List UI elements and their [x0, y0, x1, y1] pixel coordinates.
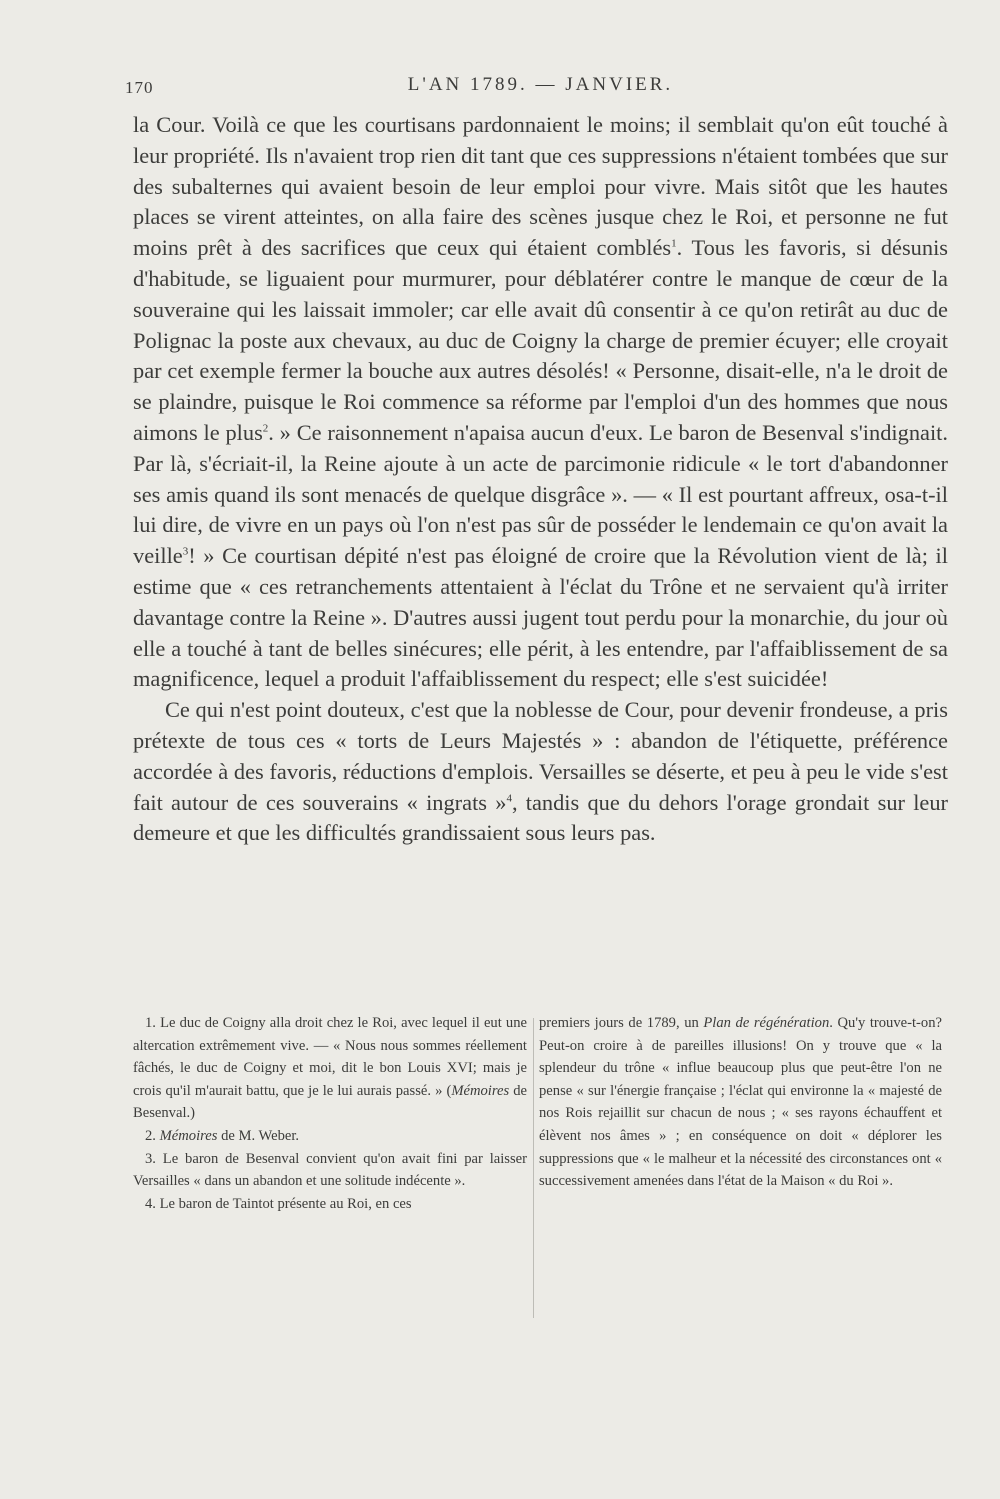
text-run: de Besenval.): [133, 1082, 527, 1122]
text-run: 1. Le duc de Coigny alla droit chez le Roi, avec lequel il eut une altercation extrêmement vive. — « Nous nous sommes réellement fâchés, le duc de Coigny et moi, dit le bon Louis XVI; mais je crois qu'il m'aurait battu, que je le lui aurais passé. » (: [133, 1015, 527, 1099]
text-run-italic: Mémoires: [451, 1082, 510, 1099]
footnote-4: 4. Le baron de Taintot présente au Roi, en ces: [145, 1195, 412, 1212]
footnote-ref: 3: [182, 545, 189, 558]
text-run: la Cour. Voilà ce que les courtisans pardonnaient le moins; il semblait qu'on eût touché à leur propriété. Ils n'avaient trop rien dit tant que ces suppressions n'étaient tombées que sur des subalternes qui avaient besoin de leur emploi pour vivre. Mais sitôt que les hautes places se virent atteintes, on alla faire des scènes jusque chez le Roi, et personne ne fut moins prêt à des sacrifices que ceux qui étaient comblés: [133, 112, 948, 261]
text-run: de M. Weber.: [217, 1127, 300, 1144]
footnote-3: 3. Le baron de Besenval convient qu'on avait fini par laisser Versailles « dans un abandon et une solitude indécente ».: [133, 1150, 527, 1190]
footnote-column-left: [133, 1012, 527, 1215]
body-paragraph: [133, 110, 948, 695]
footnote-2: [133, 1125, 527, 1148]
text-run: 2.: [145, 1127, 160, 1144]
column-divider: [533, 1018, 534, 1318]
footnote-4-continued: [539, 1012, 942, 1193]
text-run: . » Ce raisonnement n'apaisa aucun d'eux. Le baron de Besenval s'indignait. Par là, s'écriait-il, la Reine ajoute à un acte de parcimonie ridicule « le tort d'abandonner ses amis quand ils sont menacés de quelque disgrâce ». — « Il est pourtant affreux, osa-t-il lui dire, de vivre en un pays où l'on n'est pas sûr de posséder le lendemain ce qu'on avait la veille: [133, 419, 948, 569]
footnotes: [133, 1012, 948, 1312]
text-run: premiers jours de 1789, un: [539, 1015, 704, 1031]
footnote-1: [133, 1012, 527, 1125]
text-run: Ce qui n'est point douteux, c'est que la noblesse de Cour, pour devenir frondeuse, a pris prétexte de tous ces « torts de Leurs Majestés » : abandon de l'étiquette, préférence accordée à des favoris, réductions d'emplois. Versailles se déserte, et peu à peu le vide s'est fait autour de ces souverains « ingrats »: [133, 697, 948, 815]
text-run: . Tous les favoris, si désunis d'habitude, se liguaient pour murmurer, pour déblatérer contre le manque de cœur de la souveraine qui les laissait immoler; car elle avait dû consentir à ce qu'on retirât au duc de Polignac la poste aux chevaux, au duc de Coigny la charge de premier écuyer; elle croyait par cet exemple fermer la bouche aux autres désolés! « Personne, disait-elle, n'a le droit de se plaindre, puisque le Roi commence sa réforme par l'emploi d'un des hommes que nous aimons le plus: [133, 235, 949, 445]
body-paragraph: [133, 695, 948, 849]
footnote-ref: 4: [506, 792, 512, 805]
footnote-ref: 1: [671, 237, 677, 250]
running-title: L'AN 1789. — JANVIER.: [407, 74, 674, 95]
text-run: . Qu'y trouve-t-on? Peut-on croire à de pareilles illusions! On y trouve que « la splendeur du trône « influe beaucoup plus que peut-être l'on ne pense « sur l'énergie française ; l'éclat qui environne la « majesté de nos Rois rejaillit sur chacun de nous ; « ses rayons échauffent et élèvent nos âmes » ; en conséquence on doit « déplorer les suppressions que « le malheur et la nécessité des circonstances ont « successivement amenées dans l'état de la Maison « du Roi ».: [539, 1015, 942, 1190]
running-head: [125, 74, 948, 104]
text-run-italic: Mémoires: [159, 1127, 218, 1144]
text-run: ! » Ce courtisan dépité n'est pas éloigné de croire que la Révolution vient de là; il estime que « ces retranchements attentaient à l'éclat du Trône et ne servaient qu'à irriter davantage contre la Reine ». D'autres aussi jugent tout perdu pour la monarchie, du jour où elle a touché à tant de belles sinécures; elle périt, à les entendre, par l'affaiblissement de sa magnificence, lequel a produit l'affaiblissement du respect; elle s'est suicidée!: [133, 543, 948, 692]
footnote-ref: 2: [262, 422, 269, 435]
footnote-column-right: [539, 1012, 942, 1193]
main-text: [133, 110, 948, 849]
text-run-italic: Plan de régénération: [703, 1015, 830, 1031]
text-run: , tandis que du dehors l'orage grondait sur leur demeure et que les difficultés grandissaient sous leurs pas.: [133, 789, 949, 846]
page-number: 170: [125, 78, 154, 97]
